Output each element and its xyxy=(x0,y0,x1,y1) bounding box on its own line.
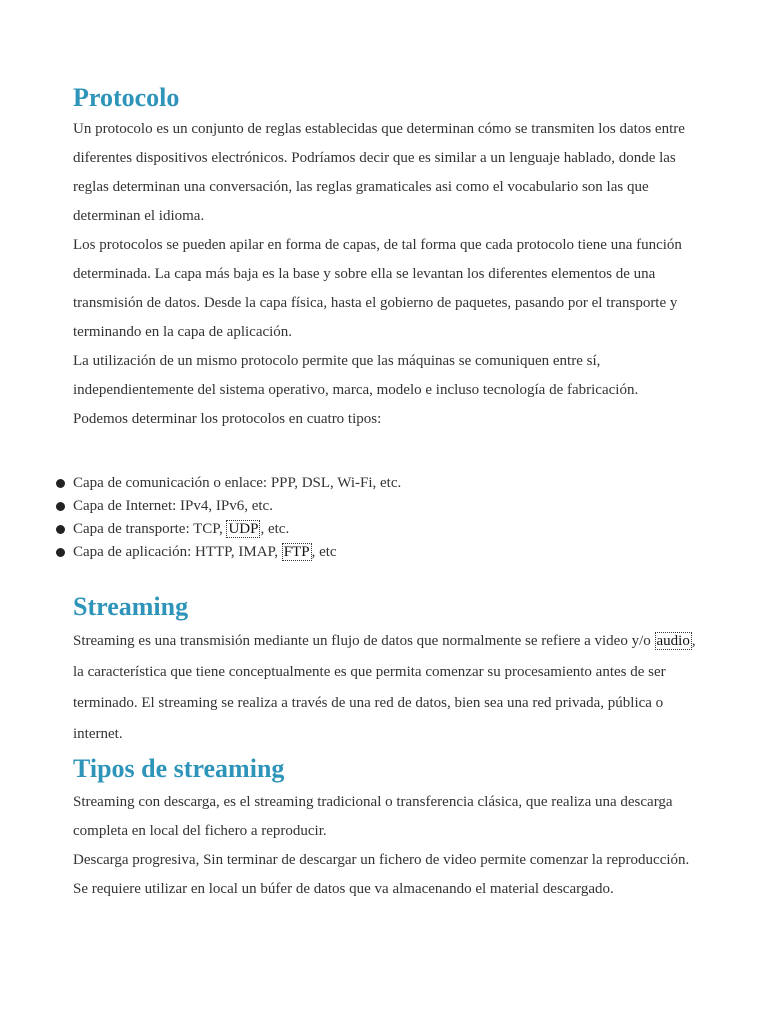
audio-link[interactable]: audio xyxy=(656,633,690,649)
protocol-layers-list xyxy=(73,472,698,564)
list-item xyxy=(73,518,698,541)
section-protocolo-body xyxy=(73,115,698,434)
list-item xyxy=(73,541,698,564)
paragraph: Un protocolo es un conjunto de reglas establecidas que determinan cómo se transmiten los datos entre diferentes dispositivos electrónicos. Podríamos decir que es similar a un lenguaje hablado, donde las reglas determinan una conversación, las reglas gramaticales asi como el vocabulario son las que determinan el idioma. xyxy=(73,121,685,224)
list-item-text: , etc. xyxy=(260,521,290,537)
ftp-link[interactable]: FTP xyxy=(283,544,310,560)
section-streaming-body xyxy=(73,626,698,750)
heading-protocolo: Protocolo xyxy=(73,83,180,112)
paragraph: Streaming con descarga, es el streaming tradicional o transferencia clásica, que realiza una descarga completa en local del fichero a reproducir. xyxy=(73,794,673,839)
paragraph-text: , la característica que tiene conceptualmente es que permita comenzar su procesamiento antes de ser terminado. El streaming se realiza a través de una red de datos, bien sea una red privada, pública o internet. xyxy=(73,633,696,742)
list-item-text: Capa de aplicación: HTTP, IMAP, xyxy=(73,544,282,560)
bullet-icon xyxy=(56,525,65,534)
bullet-icon xyxy=(56,548,65,557)
paragraph: La utilización de un mismo protocolo permite que las máquinas se comuniquen entre sí, independientemente del sistema operativo, marca, modelo e incluso tecnología de fabricación. xyxy=(73,353,639,398)
paragraph: Podemos determinar los protocolos en cuatro tipos: xyxy=(73,411,382,427)
section-tipos-body xyxy=(73,788,698,904)
list-item-text: Capa de transporte: TCP, xyxy=(73,521,227,537)
list-item-text: Capa de comunicación o enlace: PPP, DSL, Wi-Fi, etc. xyxy=(73,475,402,491)
list-item xyxy=(73,472,698,495)
heading-streaming: Streaming xyxy=(73,592,189,621)
paragraph: Los protocolos se pueden apilar en forma de capas, de tal forma que cada protocolo tiene una función determinada. La capa más baja es la base y sobre ella se levantan los diferentes elementos de una transmisión de datos. Desde la capa física, hasta el gobierno de paquetes, pasando por el transporte y terminando en la capa de aplicación. xyxy=(73,237,682,340)
list-item-text: , etc xyxy=(311,544,337,560)
bullet-icon xyxy=(56,479,65,488)
list-item-text: Capa de Internet: IPv4, IPv6, etc. xyxy=(73,498,273,514)
udp-link[interactable]: UDP xyxy=(228,521,259,537)
list-item xyxy=(73,495,698,518)
paragraph-text: Streaming es una transmisión mediante un flujo de datos que normalmente se refiere a video y/o xyxy=(73,633,655,649)
paragraph xyxy=(73,626,698,750)
bullet-icon xyxy=(56,502,65,511)
heading-tipos-de-streaming: Tipos de streaming xyxy=(73,754,285,783)
paragraph: Descarga progresiva, Sin terminar de descargar un fichero de video permite comenzar la reproducción. Se requiere utilizar en local un búfer de datos que va almacenando el material descargado. xyxy=(73,852,690,897)
